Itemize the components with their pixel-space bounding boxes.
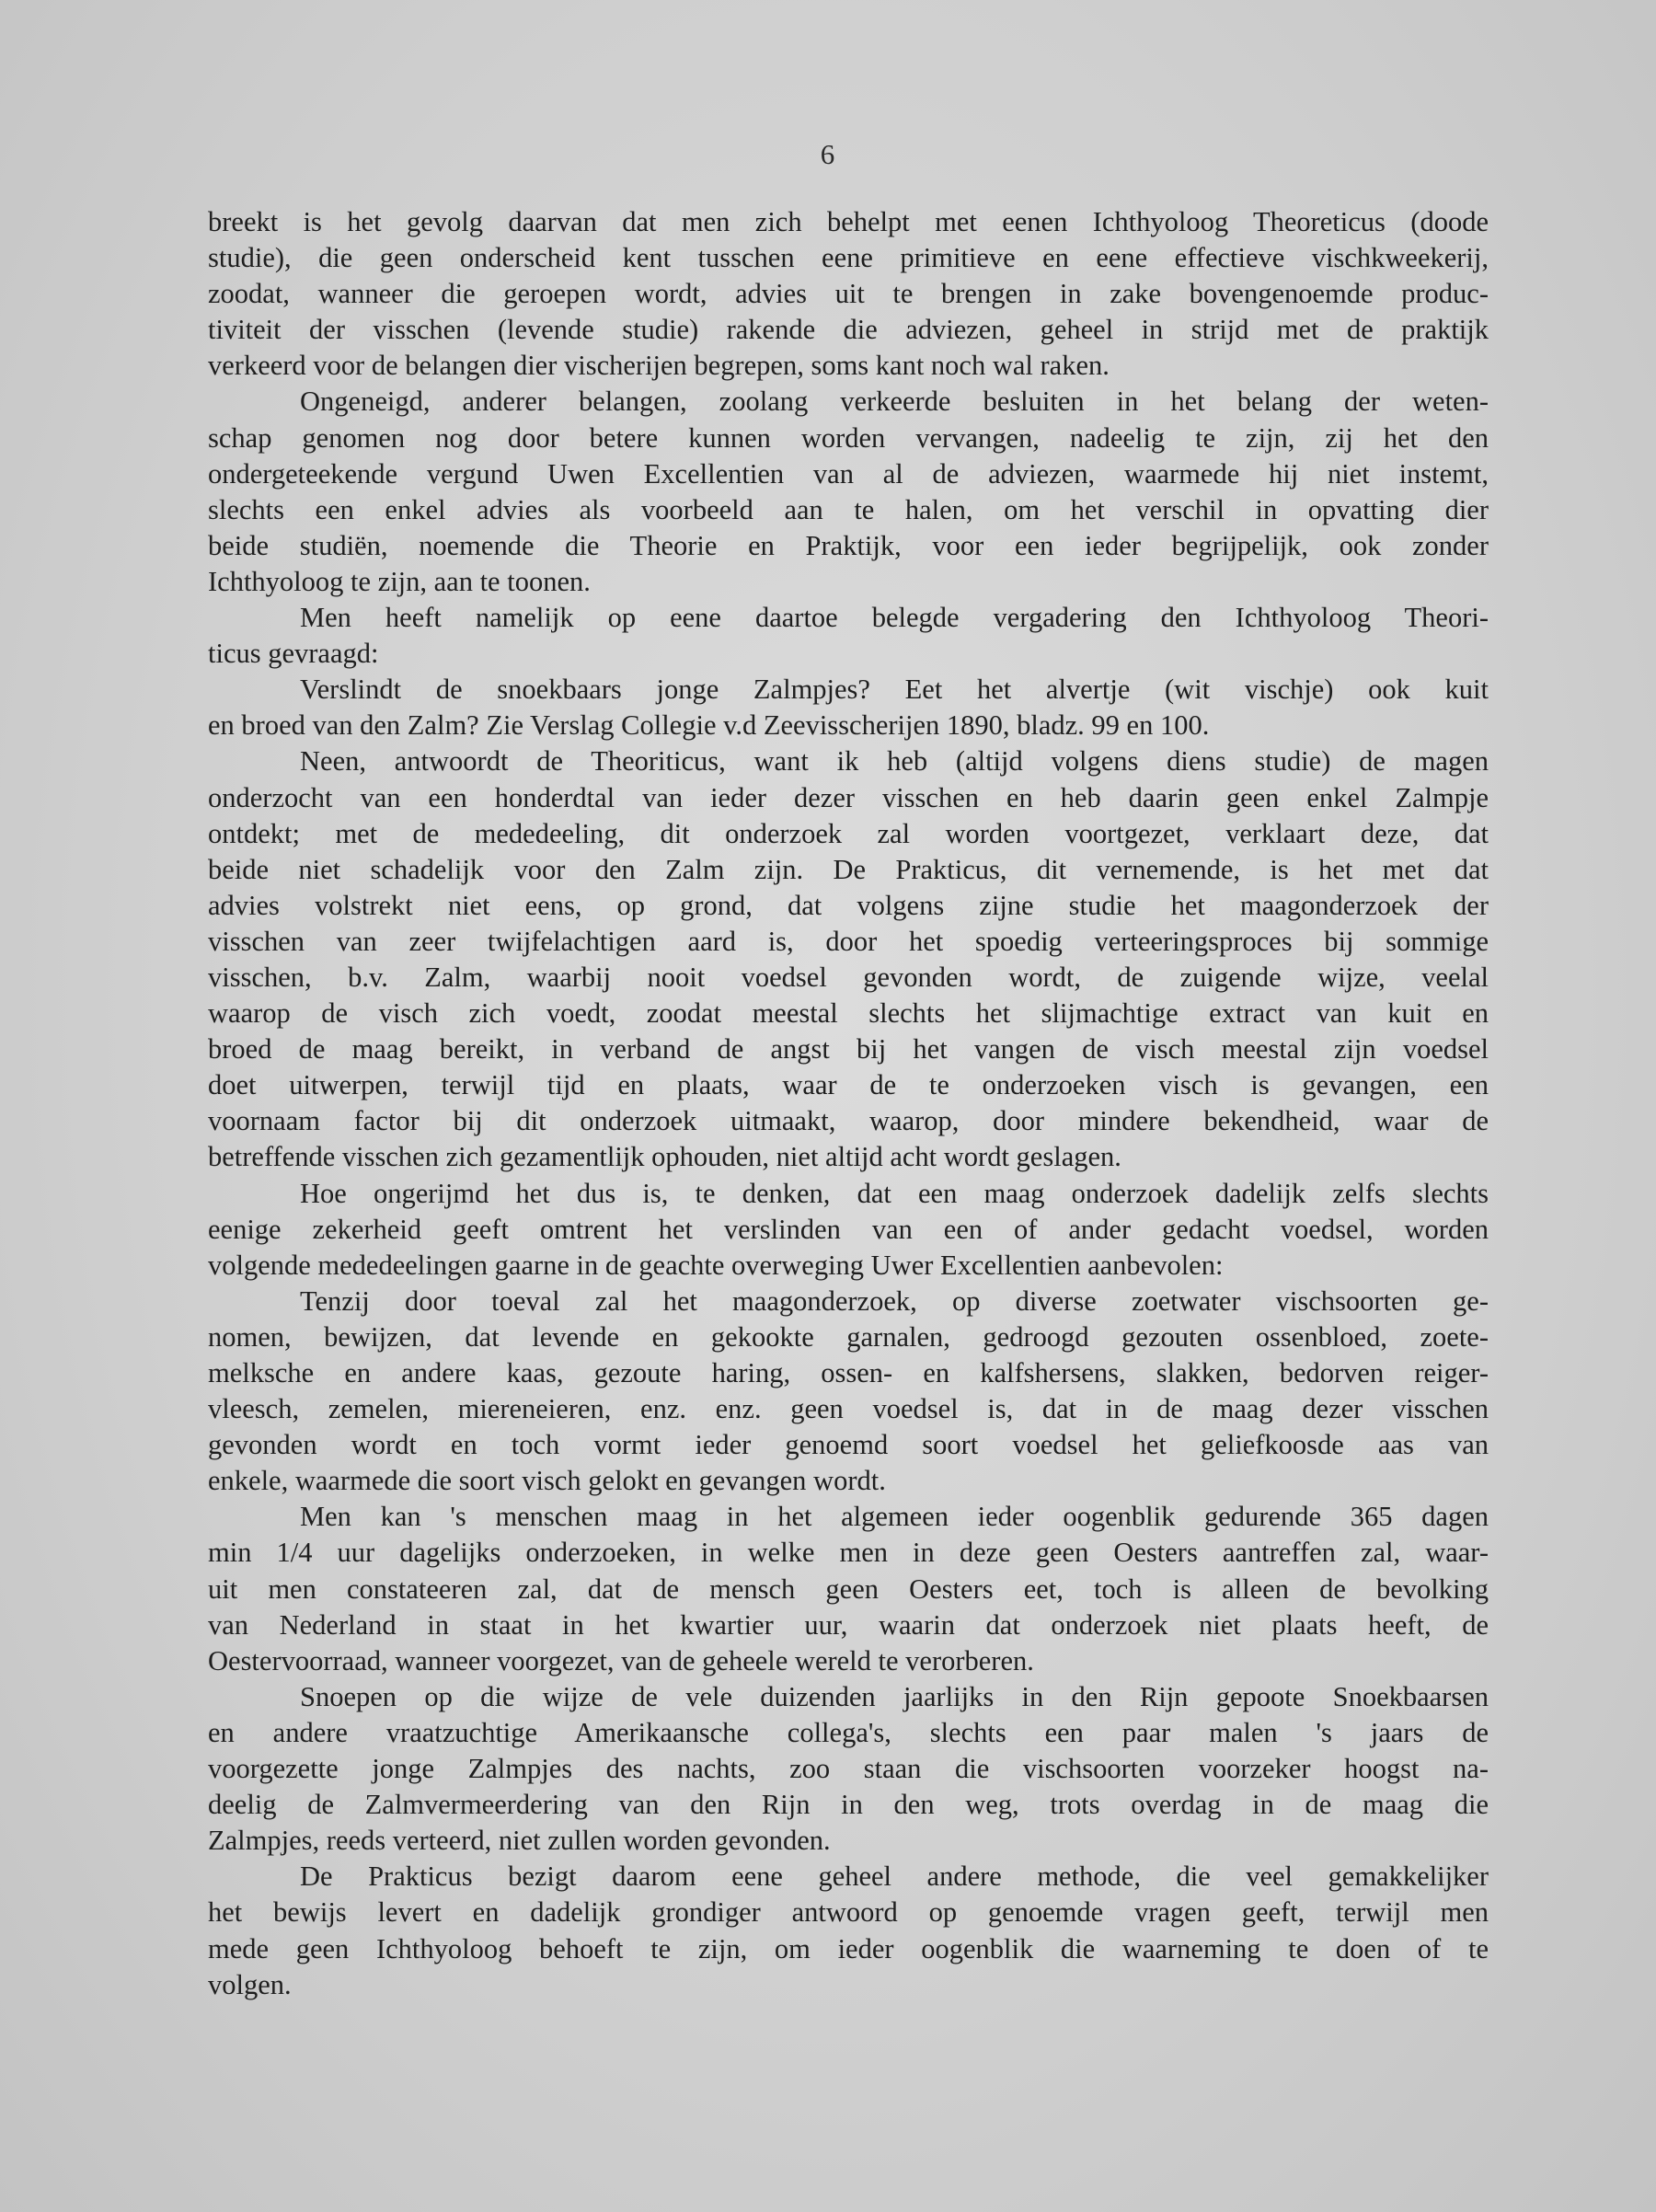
text-line: ontdekt; met de mededeeling, dit onderzoek zal worden voortgezet, verklaart deze, dat — [208, 817, 1489, 849]
text-line: ondergeteekende vergund Uwen Excellentien van al de adviezen, waarmede hij niet instemt, — [208, 457, 1489, 490]
paragraph — [208, 743, 1489, 1175]
text-line: Verslindt de snoekbaars jonge Zalmpjes? Eet het alvertje (wit vischje) ook kuit — [300, 674, 1489, 706]
text-line: visschen, b.v. Zalm, waarbij nooit voedsel gevonden wordt, de zuigende wijze, veelal — [208, 961, 1489, 993]
text-line: broed de maag bereikt, in verband de angst bij het vangen de visch meestal zijn voedsel — [208, 1033, 1489, 1066]
text-line: Men kan 's menschen maag in het algemeen ieder oogenblik gedurende 365 dagen — [300, 1501, 1489, 1533]
text-line: verkeerd voor de belangen dier vischerijen begrepen, soms kant noch wal raken. — [208, 350, 1110, 382]
text-line: uit men constateeren zal, dat de mensch geen Oesters eet, toch is alleen de bevolking — [208, 1573, 1489, 1605]
text-line: visschen van zeer twijfelachtigen aard is, door het spoedig verteeringsproces bij sommige — [208, 925, 1489, 957]
text-line: en broed van den Zalm? Zie Verslag Collegie v.d Zeevisscherijen 1890, bladz. 99 en 100. — [208, 709, 1210, 742]
text-line: vleesch, zemelen, miereneieren, enz. enz. geen voedsel is, dat in de maag dezer visschen — [208, 1393, 1489, 1425]
text-line: slechts een enkel advies als voorbeeld aan te halen, om het verschil in opvatting dier — [208, 493, 1489, 525]
text-line: Tenzij door toeval zal het maagonderzoek, op diverse zoetwater vischsoorten ge- — [300, 1285, 1489, 1317]
paragraph — [208, 600, 1489, 672]
text-line: schap genomen nog door betere kunnen worden vervangen, nadeelig te zijn, zij het den — [208, 421, 1489, 454]
text-line: volgen. — [208, 1968, 292, 2000]
text-line: Ichthyoloog te zijn, aan te toonen. — [208, 565, 591, 597]
paragraph — [208, 1176, 1489, 1284]
text-line: deelig de Zalmvermeerdering van den Rijn in den weg, trots overdag in de maag die — [208, 1789, 1489, 1821]
text-line: en andere vraatzuchtige Amerikaansche collega's, slechts een paar malen 's jaars de — [208, 1716, 1489, 1748]
text-line: Zalmpjes, reeds verteerd, niet zullen worden gevonden. — [208, 1825, 831, 1857]
text-line: beide studiën, noemende die Theorie en Praktijk, voor een ieder begrijpelijk, ook zonder — [208, 529, 1489, 561]
page-number: 6 — [820, 138, 836, 170]
text-line: zoodat, wanneer die geroepen wordt, advies uit te brengen in zake bovengenoemde produc- — [208, 278, 1489, 310]
paragraph — [208, 204, 1489, 384]
text-line: beide niet schadelijk voor den Zalm zijn. De Prakticus, dit vernemende, is het met dat — [208, 853, 1489, 885]
body-text — [208, 204, 1489, 2003]
text-line: eenige zekerheid geeft omtrent het verslinden van een of ander gedacht voedsel, worden — [208, 1213, 1489, 1245]
text-line: De Prakticus bezigt daarom eene geheel andere methode, die veel gemakkelijker — [300, 1861, 1489, 1893]
paragraph — [208, 672, 1489, 743]
text-line: van Nederland in staat in het kwartier uur, waarin dat onderzoek niet plaats heeft, de — [208, 1608, 1489, 1641]
text-line: melksche en andere kaas, gezoute haring, ossen- en kalfshersens, slakken, bedorven reiger- — [208, 1357, 1489, 1388]
text-line: volgende mededeelingen gaarne in de geachte overweging Uwer Excellentien aanbevolen: — [208, 1249, 1224, 1281]
text-line: min 1/4 uur dagelijks onderzoeken, in welke men in deze geen Oesters aantreffen zal, waar- — [208, 1537, 1489, 1569]
text-line: voorgezette jonge Zalmpjes des nachts, zoo staan die vischsoorten voorzeker hoogst na- — [208, 1753, 1489, 1785]
text-line: studie), die geen onderscheid kent tusschen eene primitieve en eene effectieve vischkweekerij, — [208, 242, 1489, 274]
text-line: breekt is het gevolg daarvan dat men zich behelpt met eenen Ichthyoloog Theoreticus (doode — [208, 206, 1489, 237]
text-line: Neen, antwoordt de Theoriticus, want ik heb (altijd volgens diens studie) de magen — [300, 745, 1489, 778]
text-line: waarop de visch zich voedt, zoodat meestal slechts het slijmachtige extract van kuit en — [208, 997, 1489, 1030]
paragraph — [208, 1284, 1489, 1500]
text-line: nomen, bewijzen, dat levende en gekookte garnalen, gedroogd gezouten ossenbloed, zoete- — [208, 1320, 1489, 1353]
paragraph — [208, 1679, 1489, 1859]
text-line: Snoepen op die wijze de vele duizenden jaarlijks in den Rijn gepoote Snoekbaarsen — [300, 1680, 1489, 1712]
text-line: advies volstrekt niet eens, op grond, dat volgens zijne studie het maagonderzoek der — [208, 889, 1489, 921]
text-line: Hoe ongerijmd het dus is, te denken, dat een maag onderzoek dadelijk zelfs slechts — [300, 1177, 1489, 1209]
text-line: Ongeneigd, anderer belangen, zoolang verkeerde besluiten in het belang der weten- — [300, 386, 1489, 418]
text-line: betreffende visschen zich gezamentlijk ophouden, niet altijd acht wordt geslagen. — [208, 1141, 1121, 1173]
text-line: Men heeft namelijk op eene daartoe belegde vergadering den Ichthyoloog Theori- — [300, 602, 1489, 634]
text-line: ticus gevraagd: — [208, 638, 379, 670]
text-line: Oestervoorraad, wanneer voorgezet, van de geheele wereld te verorberen. — [208, 1644, 1034, 1676]
paragraph — [208, 1859, 1489, 2002]
paragraph — [208, 384, 1489, 600]
text-line: onderzocht van een honderdtal van ieder dezer visschen en heb daarin geen enkel Zalmpje — [208, 781, 1489, 813]
text-line: doet uitwerpen, terwijl tijd en plaats, waar de te onderzoeken visch is gevangen, een — [208, 1069, 1489, 1101]
text-line: mede geen Ichthyoloog behoeft te zijn, om ieder oogenblik die waarneming te doen of te — [208, 1932, 1489, 1964]
text-line: tiviteit der visschen (levende studie) rakende die adviezen, geheel in strijd met de praktijk — [208, 314, 1489, 346]
text-line: het bewijs levert en dadelijk grondiger antwoord op genoemde vragen geeft, terwijl men — [208, 1896, 1489, 1929]
text-line: voornaam factor bij dit onderzoek uitmaakt, waarop, door mindere bekendheid, waar de — [208, 1105, 1489, 1137]
paragraph — [208, 1499, 1489, 1678]
text-line: gevonden wordt en toch vormt ieder genoemd soort voedsel het geliefkoosde aas van — [208, 1429, 1489, 1461]
text-line: enkele, waarmede die soort visch gelokt en gevangen wordt. — [208, 1465, 886, 1497]
